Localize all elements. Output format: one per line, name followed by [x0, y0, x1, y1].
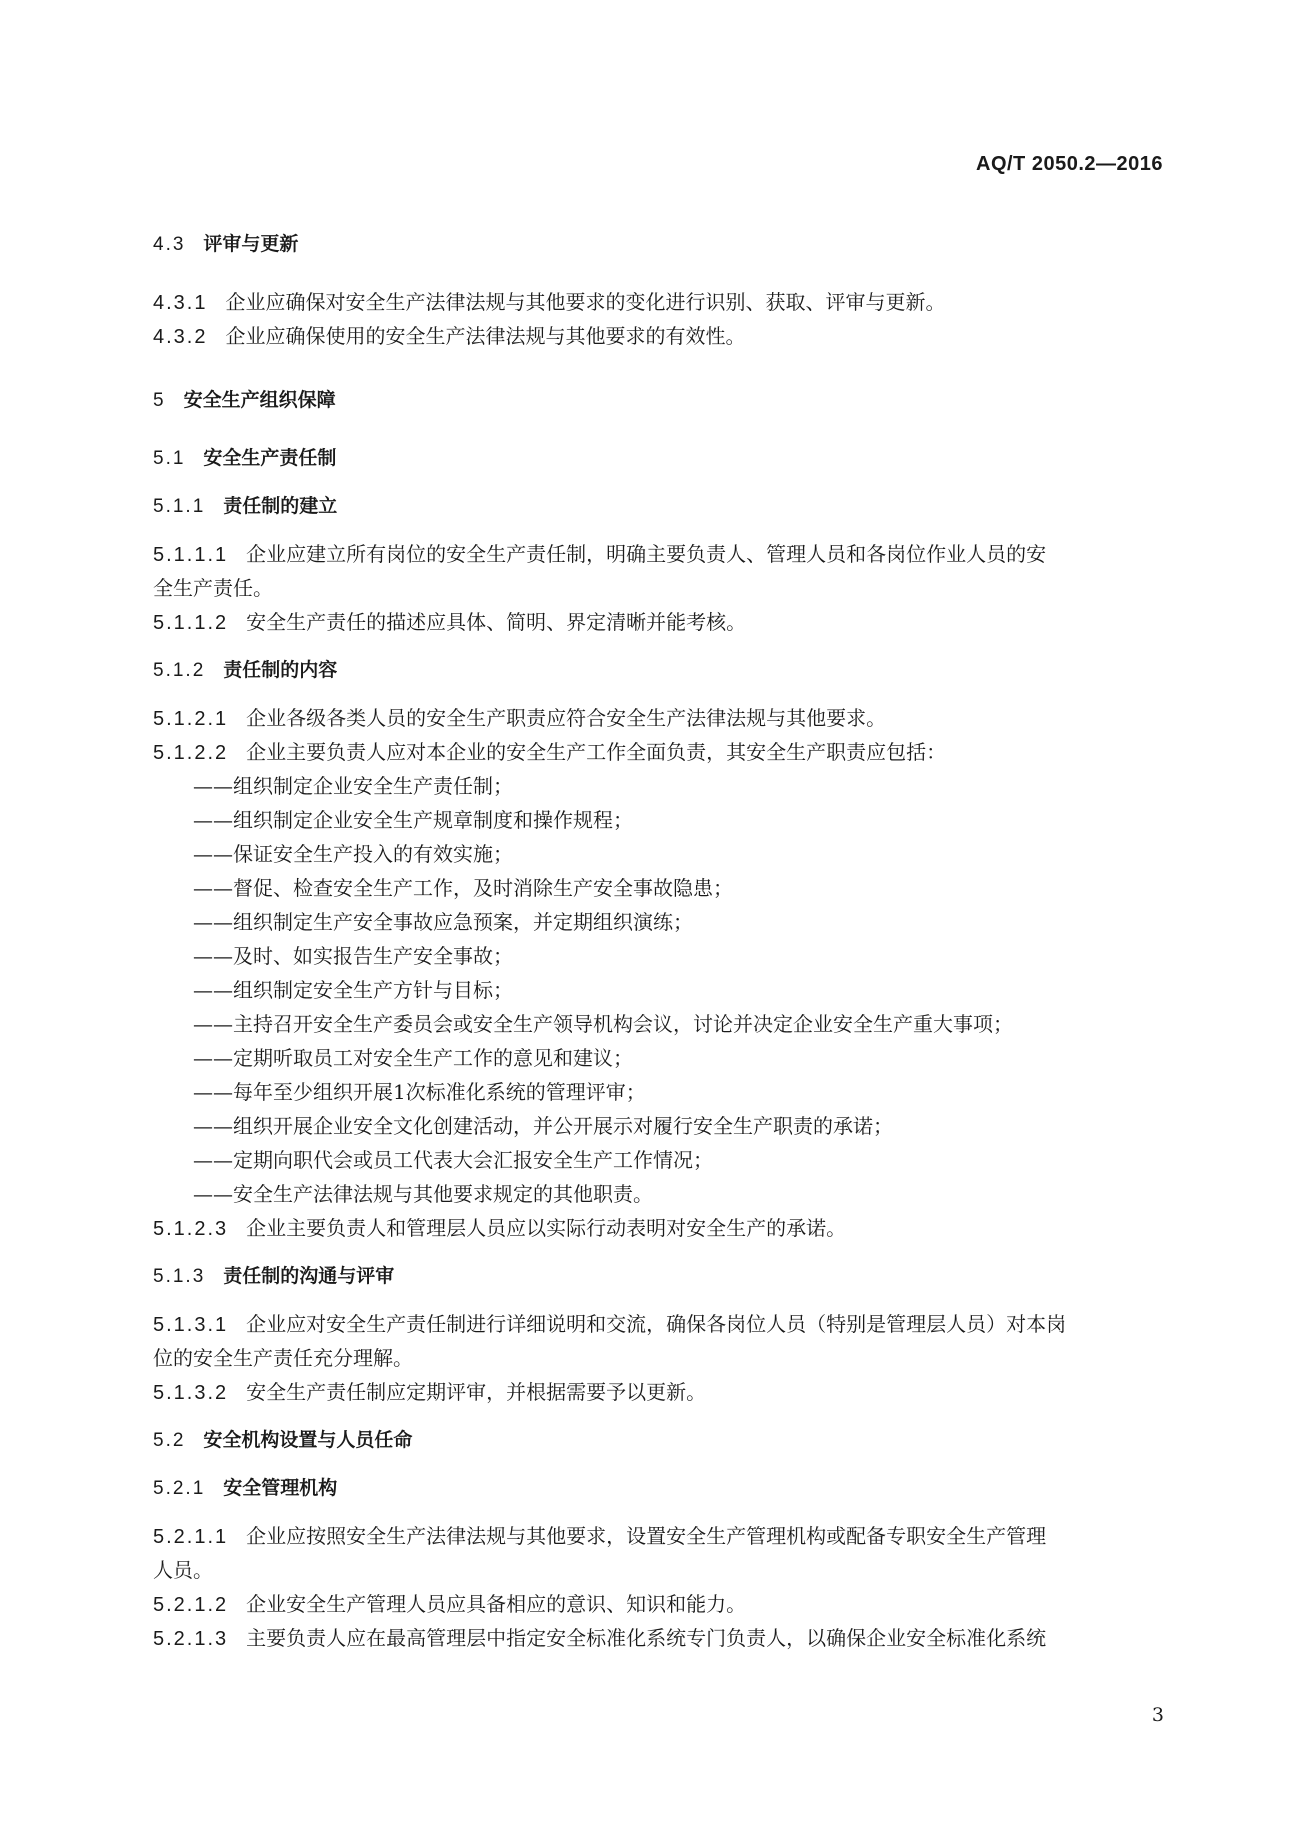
clause-5-1-1-2: 5.1.1.2 安全生产责任的描述应具体、简明、界定清晰并能考核。	[153, 610, 747, 634]
list-item: ——主持召开安全生产委员会或安全生产领导机构会议，讨论并决定企业安全生产重大事项；	[193, 1012, 1013, 1036]
section-5-2-1-heading: 5.2.1 安全管理机构	[153, 1477, 338, 1499]
list-item: ——每年至少组织开展1次标准化系统的管理评审；	[193, 1080, 646, 1104]
section-5-1-2-heading: 5.1.2 责任制的内容	[153, 659, 338, 681]
clause-5-1-3-2: 5.1.3.2 安全生产责任制应定期评审，并根据需要予以更新。	[153, 1380, 707, 1404]
list-item: ——组织制定企业安全生产规章制度和操作规程；	[193, 808, 633, 832]
document-body	[153, 227, 1168, 1655]
page-number: 3	[1151, 1704, 1164, 1726]
list-item: ——组织制定生产安全事故应急预案，并定期组织演练；	[193, 910, 693, 934]
clause-5-1-1-1: 5.1.1.1 企业应建立所有岗位的安全生产责任制，明确主要负责人、管理人员和各岗位作业人员的安	[153, 542, 1047, 566]
section-5-1-1-heading: 5.1.1 责任制的建立	[153, 495, 338, 517]
clause-5-2-1-1-continuation: 人员。	[153, 1558, 213, 1582]
list-item: ——定期听取员工对安全生产工作的意见和建议；	[193, 1046, 633, 1070]
clause-5-1-1-1-continuation: 全生产责任。	[153, 576, 273, 600]
clause-5-1-3-1-continuation: 位的安全生产责任充分理解。	[153, 1346, 413, 1370]
list-item: ——安全生产法律法规与其他要求规定的其他职责。	[193, 1182, 653, 1206]
section-5-1-3-heading: 5.1.3 责任制的沟通与评审	[153, 1265, 395, 1287]
list-item: ——保证安全生产投入的有效实施；	[193, 842, 513, 866]
section-4-3-heading: 4.3 评审与更新	[153, 233, 299, 255]
clause-5-1-3-1: 5.1.3.1 企业应对安全生产责任制进行详细说明和交流，确保各岗位人员（特别是管理层人员）对本岗	[153, 1312, 1067, 1336]
section-5-1-heading: 5.1 安全生产责任制	[153, 447, 337, 469]
clause-4-3-2: 4.3.2 企业应确保使用的安全生产法律法规与其他要求的有效性。	[153, 324, 746, 348]
list-item: ——组织制定企业安全生产责任制；	[193, 774, 513, 798]
clause-5-2-1-3: 5.2.1.3 主要负责人应在最高管理层中指定安全标准化系统专门负责人，以确保企业安全标准化系统	[153, 1626, 1047, 1650]
document-code: AQ/T 2050.2—2016	[976, 153, 1163, 175]
clause-5-1-2-1: 5.1.2.1 企业各级各类人员的安全生产职责应符合安全生产法律法规与其他要求。	[153, 706, 887, 730]
section-5-2-heading: 5.2 安全机构设置与人员任命	[153, 1429, 413, 1451]
list-item: ——定期向职代会或员工代表大会汇报安全生产工作情况；	[193, 1148, 713, 1172]
list-item: ——组织开展企业安全文化创建活动，并公开展示对履行安全生产职责的承诺；	[193, 1114, 893, 1138]
clause-5-2-1-1: 5.2.1.1 企业应按照安全生产法律法规与其他要求，设置安全生产管理机构或配备专职安全生产管理	[153, 1524, 1047, 1548]
clause-4-3-1: 4.3.1 企业应确保对安全生产法律法规与其他要求的变化进行识别、获取、评审与更新。	[153, 290, 946, 314]
list-item: ——督促、检查安全生产工作，及时消除生产安全事故隐患；	[193, 876, 733, 900]
clause-5-1-2-3: 5.1.2.3 企业主要负责人和管理层人员应以实际行动表明对安全生产的承诺。	[153, 1216, 847, 1240]
section-5-heading: 5 安全生产组织保障	[153, 389, 336, 411]
list-item: ——及时、如实报告生产安全事故；	[193, 944, 513, 968]
clause-5-1-2-2: 5.1.2.2 企业主要负责人应对本企业的安全生产工作全面负责，其安全生产职责应包括：	[153, 740, 947, 764]
list-item: ——组织制定安全生产方针与目标；	[193, 978, 513, 1002]
clause-5-2-1-2: 5.2.1.2 企业安全生产管理人员应具备相应的意识、知识和能力。	[153, 1592, 747, 1616]
